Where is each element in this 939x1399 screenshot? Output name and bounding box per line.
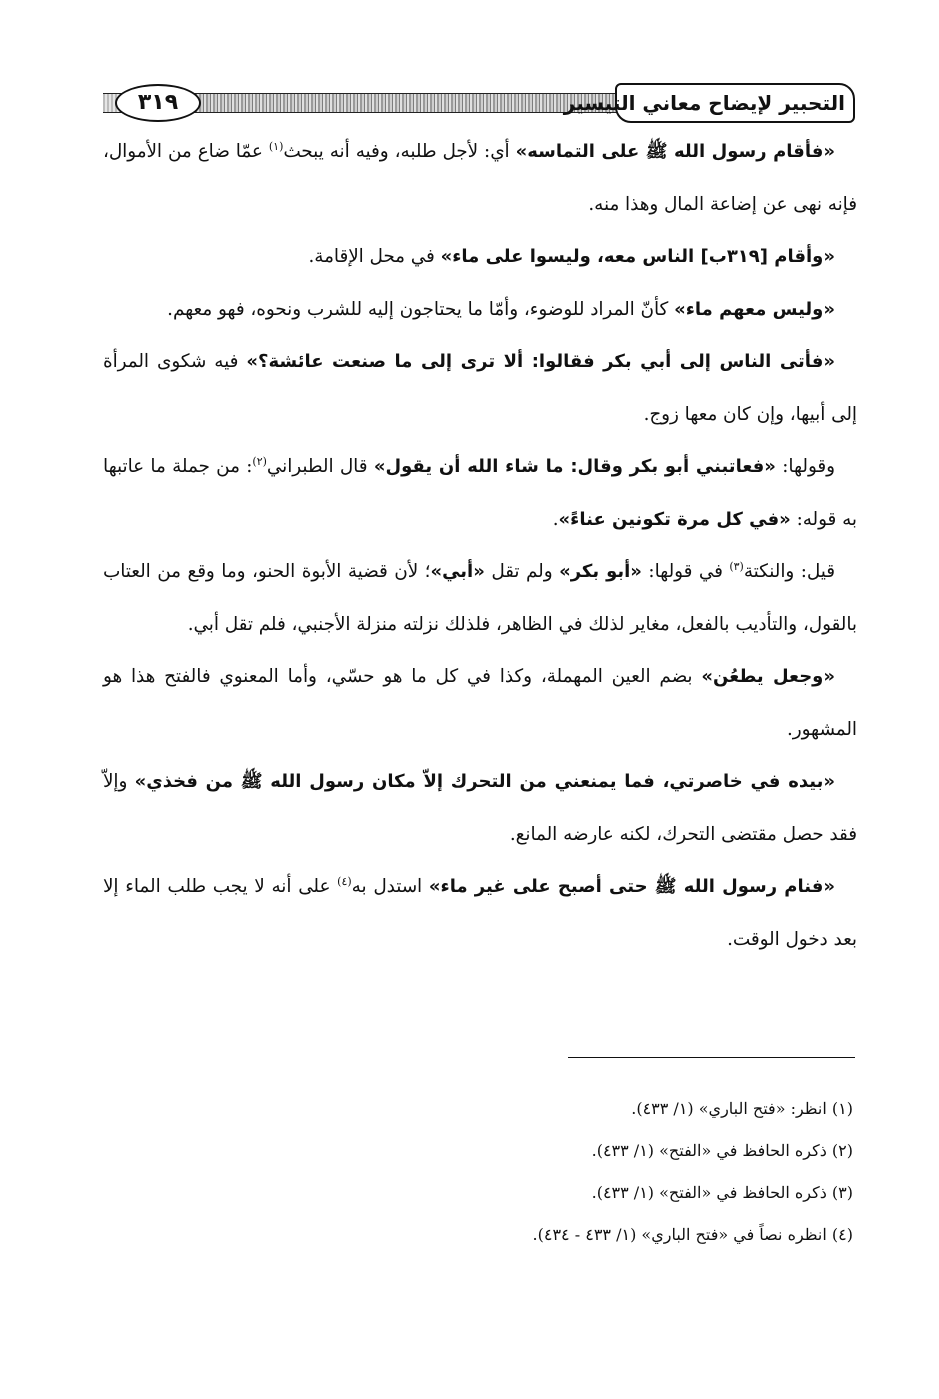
header-title-frame — [563, 83, 855, 123]
footnote-separator — [568, 1057, 855, 1058]
paragraph-2 — [103, 231, 857, 284]
paragraph-5 — [103, 441, 857, 546]
commentary-text: قال الطبراني — [266, 456, 374, 477]
quoted-hadith-text: «فأتى الناس إلى أبي بكر فقالوا: ألا ترى إلى ما صنعت عائشة؟» — [246, 351, 835, 372]
footnote-ref: (٣) — [729, 559, 744, 573]
page-number: ٣١٩ — [115, 84, 201, 122]
quoted-hadith-text: «وجعل يطعُن» — [701, 666, 836, 687]
main-text — [103, 126, 857, 966]
commentary-text: كأنّ المراد للوضوء، وأمّا ما يحتاجون إليه للشرب ونحوه، فهو معهم. — [167, 298, 675, 320]
quoted-hadith-text: «بيده في خاصرتي، فما يمنعني من التحرك إلاّ مكان رسول الله ﷺ من فخذي» — [134, 771, 835, 792]
commentary-text: . — [552, 508, 559, 530]
quoted-hadith-text: «وأقام [٣١٩ب] الناس معه، وليسوا على ماء» — [440, 246, 835, 267]
paragraph-7 — [103, 651, 857, 756]
paragraph-1 — [103, 126, 857, 231]
footnote-1: (١) انظر: «فتح الباري» (١/ ٤٣٣). — [631, 1099, 853, 1118]
paragraph-9 — [103, 861, 857, 966]
header-ornament-band — [143, 93, 619, 113]
paragraph-6 — [103, 546, 857, 651]
footnotes — [300, 1088, 855, 1256]
commentary-text: استدل به — [351, 876, 429, 897]
commentary-text: ولم تقل — [484, 561, 560, 582]
footnote-ref: (٤) — [337, 874, 352, 888]
footnote-2: (٢) ذكره الحافظ في «الفتح» (١/ ٤٣٣). — [591, 1141, 853, 1160]
paragraph-8 — [103, 756, 857, 861]
commentary-text: وإلاّ فقد حصل مقتضى التحرك، لكنه عارضه المانع. — [103, 771, 857, 845]
quoted-hadith-text: «أبي» — [430, 561, 485, 582]
commentary-text: ؛ لأن قضية الأبوة الحنو، وما وقع من العتاب بالقول، والتأديب بالفعل، مغاير لذلك في الظاهر، فلذلك نزلته منزلة الأجنبي، فلم تقل أبي. — [103, 561, 857, 635]
commentary-text: على أنه لا يجب طلب الماء إلا بعد دخول الوقت. — [103, 876, 857, 950]
quoted-hadith-text: «أبو بكر» — [559, 561, 642, 582]
commentary-text: أي: لأجل طلبه، وفيه أنه يبحث — [283, 141, 516, 162]
footnote-ref: (٢) — [252, 454, 267, 468]
paragraph-4 — [103, 336, 857, 441]
commentary-text: عمّا ضاع من الأموال، فإنه نهى عن إضاعة المال وهذا منه. — [103, 141, 857, 215]
footnote-4: (٤) انظره نصاً في «فتح الباري» (١/ ٤٣٣ - ٤٣٤). — [532, 1225, 853, 1244]
quoted-hadith-text: «في كل مرة تكونين عناءً» — [558, 508, 791, 530]
book-title: التحبير لإيضاح معاني التيسير — [563, 91, 845, 115]
commentary-text: في قولها: — [641, 561, 730, 582]
paragraph-3 — [103, 284, 857, 337]
footnote-ref: (١) — [268, 139, 284, 153]
commentary-text: في محل الإقامة. — [308, 246, 441, 267]
commentary-text: وقولها: — [775, 456, 835, 477]
footnote-3: (٣) ذكره الحافظ في «الفتح» (١/ ٤٣٣). — [591, 1183, 853, 1202]
running-header — [103, 83, 855, 121]
commentary-text: فيه شكوى المرأة إلى أبيها، وإن كان معها زوج. — [103, 351, 857, 425]
commentary-text: : من جملة ما عاتبها به قوله: — [103, 456, 857, 530]
quoted-hadith-text: «فأقام رسول الله ﷺ على التماسه» — [515, 141, 836, 162]
quoted-hadith-text: «وليس معهم ماء» — [674, 298, 835, 320]
commentary-text: بضم العين المهملة، وكذا في كل ما هو حسّي، وأما المعنوي فالفتح هذا هو المشهور. — [103, 666, 857, 740]
commentary-text: قيل: والنكتة — [743, 561, 835, 582]
quoted-hadith-text: «فعاتبني أبو بكر وقال: ما شاء الله أن يقول» — [373, 456, 776, 477]
quoted-hadith-text: «فنام رسول الله ﷺ حتى أصبح على غير ماء» — [428, 876, 835, 897]
